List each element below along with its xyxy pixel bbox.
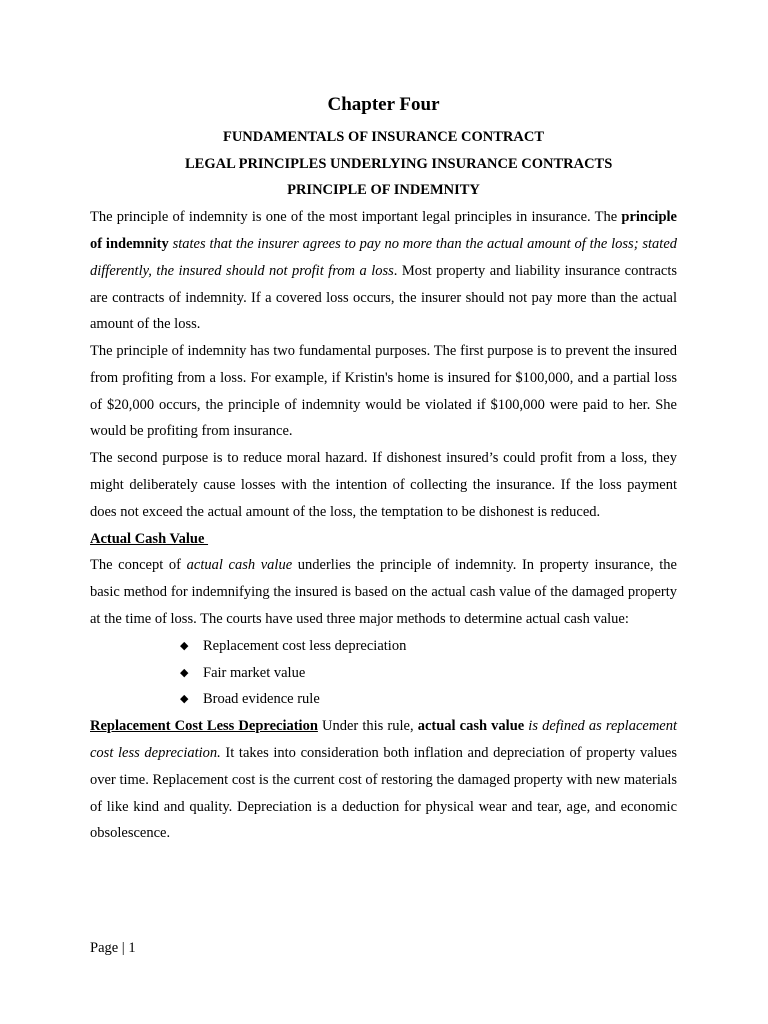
heading-fundamentals: FUNDAMENTALS OF INSURANCE CONTRACT	[222, 129, 545, 145]
chapter-title: Chapter Four	[327, 94, 440, 115]
heading-legal-principles: LEGAL PRINCIPLES UNDERLYING INSURANCE CONTRACTS	[185, 155, 613, 172]
paragraph-moral-hazard: The second purpose is to reduce moral hazard. If dishonest insured’s could profit from a loss, they might deliberately cause losses with the intention of collecting the insurance. If the loss payment does not exceed the actual amount of the loss, the temptation to be dishonest is reduced.	[90, 450, 677, 520]
diamond-bullet-icon: ◆	[180, 666, 189, 679]
list-item: ◆ Fair market value	[180, 660, 677, 687]
page-number-footer: Page | 1	[90, 940, 136, 956]
heading-principle-of-indemnity: PRINCIPLE OF INDEMNITY	[287, 182, 480, 199]
term-replacement-cost-less-depreciation: Replacement Cost Less Depreciation	[90, 718, 318, 735]
paragraph-actual-cash-value: The concept of actual cash value underlies the principle of indemnity. In property insurance, the basic method for indemnifying the insured is based on the actual cash value of the damaged property at the time of loss. The courts have used three major methods to determine actual cash value:	[90, 557, 677, 628]
diamond-bullet-icon: ◆	[180, 639, 189, 652]
list-item: ◆ Broad evidence rule	[180, 686, 677, 713]
list-item: ◆ Replacement cost less depreciation	[180, 633, 677, 660]
term-principle-of-indemnity: principle of indemnity	[90, 209, 677, 252]
page-content	[90, 92, 677, 847]
diamond-bullet-icon: ◆	[180, 693, 189, 706]
paragraph-purposes: The principle of indemnity has two fundamental purposes. The first purpose is to prevent the insured from profiting from a loss. For example, if Kristin's home is insured for $100,000, and a partial loss of $20,000 occurs, the principle of indemnity would be violated if $100,000 were paid to her. She would be profiting from insurance.	[90, 343, 677, 440]
paragraph-replacement-cost: Replacement Cost Less Depreciation Under this rule, actual cash value is defined as replacement cost less depreciation. It takes into consideration both inflation and depreciation of property values over time. Replacement cost is the current cost of restoring the damaged property with new materials of like kind and quality. Depreciation is a deduction for physical wear and tear, age, and economic obsolescence.	[90, 718, 678, 842]
paragraph-indemnity-definition: The principle of indemnity is one of the most important legal principles in insurance. The principle of indemnity states that the insurer agrees to pay no more than the actual amount of the loss; stated differently, the insured should not profit from a loss. Most property and liability insurance contracts are contracts of indemnity. If a covered loss occurs, the insurer should not pay more than the actual amount of the loss.	[90, 209, 677, 333]
section-title-actual-cash-value: Actual Cash Value	[90, 530, 209, 547]
methods-list	[90, 633, 677, 713]
